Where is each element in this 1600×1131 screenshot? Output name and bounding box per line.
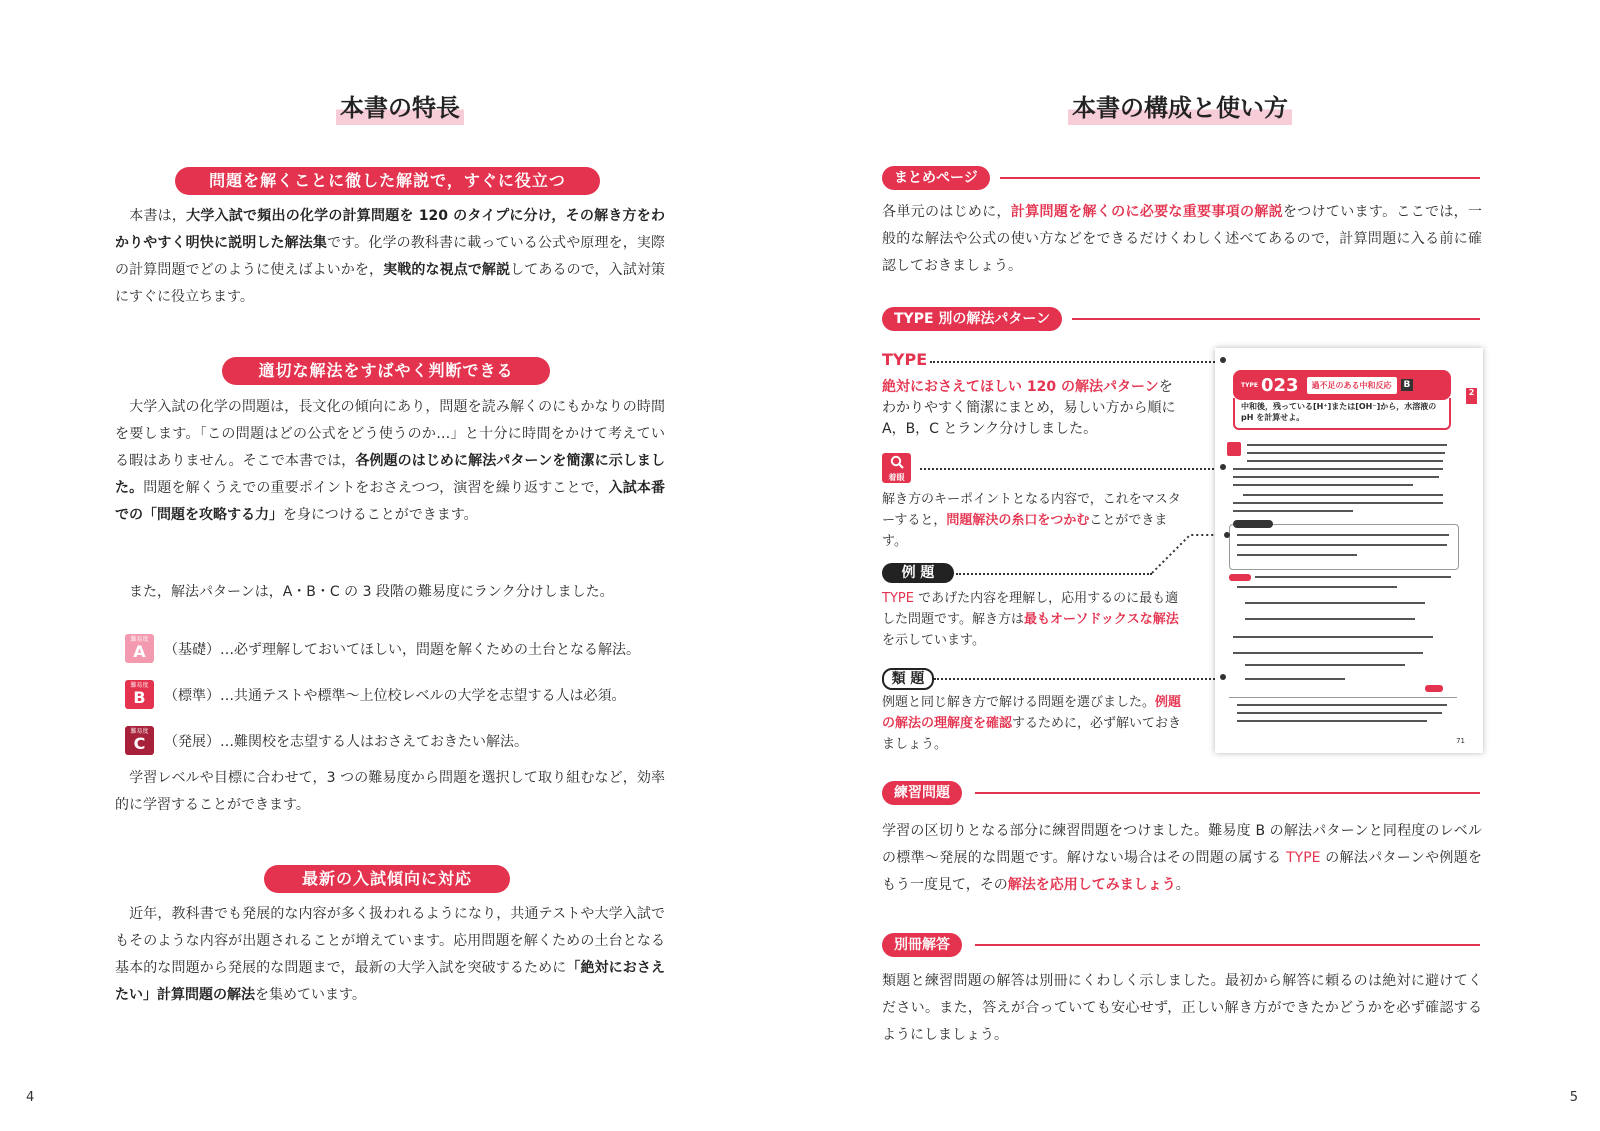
text-run: 解法を応用してみましょう <box>1007 877 1176 893</box>
text-run: 「絶対におさえたい」計算問題の解法 <box>115 960 666 1003</box>
practice-text <box>882 818 1482 899</box>
rank-a-row <box>125 634 640 663</box>
summary-tag: まとめページ <box>882 166 990 190</box>
preview-similar-box <box>1229 697 1457 732</box>
rank-c-row <box>125 726 528 755</box>
text-run: 問題を解くうえでの重要ポイントをおさえつつ，演習を繰り返すことで， <box>143 480 609 496</box>
text-run: 各例題のはじめに解法パターンを簡潔に示しました。 <box>115 453 666 496</box>
text-run: 絶対におさえてほしい 120 の解法パターン <box>882 379 1159 395</box>
key-point-text <box>882 489 1182 552</box>
text-run: 問題解決の糸口をつかむ <box>946 513 1090 528</box>
text-run: 例題と同じ解き方で解ける問題を選びました。 <box>882 695 1156 710</box>
rank-b-text: （標準）…共通テストや標準～上位校レベルの大学を志望する人は必須。 <box>164 687 626 704</box>
similar-label: 類 題 <box>882 668 934 690</box>
practice-rule <box>975 792 1480 794</box>
example-label: 例 題 <box>882 563 954 583</box>
text-run: の解法パターンや例題をもう一度見て，その <box>882 850 1482 893</box>
left-page-title: 本書の特長 <box>0 88 800 125</box>
text-run: 本書は， <box>115 208 187 224</box>
text-run: 解き方のキーポイントとなる内容で，これをマスターすると， <box>882 492 1181 528</box>
example-leader-line <box>956 573 1152 575</box>
section-heading-2: 適切な解法をすばやく判断できる <box>222 357 550 385</box>
section-heading-3: 最新の入試傾向に対応 <box>264 865 510 893</box>
preview-example-box <box>1229 524 1459 570</box>
type-leader-line <box>930 361 1222 363</box>
text-run: ことができます。 <box>882 513 1168 549</box>
sample-page-preview <box>1215 348 1483 753</box>
rank-a-badge: 難易度 A <box>125 634 154 663</box>
text-run: 各単元のはじめに， <box>882 204 1011 220</box>
preview-chapter-tab: 2 <box>1466 388 1477 404</box>
text-run: TYPE <box>1286 850 1321 866</box>
rank-b-badge: 難易度 B <box>125 680 154 709</box>
text-run: 入試本番での「問題を攻略する力」 <box>115 480 666 523</box>
text-run: 実戦的な視点で解説 <box>383 262 511 278</box>
type-text <box>882 377 1182 440</box>
text-run: です。化学の教科書に載っている公式や原理を，実際の計算問題でどのように使えばよいかを， <box>115 235 666 278</box>
summary-text <box>882 199 1482 280</box>
text-run: 近年，教科書でも発展的な内容が多く扱われるようになり，共通テストや大学入試でもそのような内容が出題されることが増えています。応用問題を解くための土台となる基本的な問題から発展的な問題まで，最新の大学入試を突破するために <box>115 906 665 976</box>
page-number-right: 5 <box>1569 1090 1578 1105</box>
text-run: 学習の区切りとなる部分に練習問題をつけました。難易度 B の解法パターンと同程度のレベルの標準～発展的な問題です。解けない場合はその問題の属する <box>882 823 1482 866</box>
rank-b-row <box>125 680 625 709</box>
key-point-leader-line <box>920 468 1222 470</box>
text-run: してあるので，入試対策にすぐに役立ちます。 <box>115 262 665 305</box>
text-run: 類題と練習問題の解答は別冊にくわしく示しました。最初から解答に頼るのは絶対に避けてください。また，答えが合っていても安心せず，正しい解き方ができたかどうかを必ず確認するようにしましょう。 <box>882 973 1482 1043</box>
preview-type-header: TYPE 023 過不足のある中和反応 B <box>1233 370 1451 400</box>
page-number-left: 4 <box>26 1090 35 1105</box>
type-label: TYPE <box>882 350 928 369</box>
practice-tag: 練習問題 <box>882 781 962 805</box>
text-run: 最もオーソドックスな解法 <box>1023 612 1179 627</box>
search-icon <box>890 455 904 469</box>
preview-key-badge <box>1227 442 1241 456</box>
text-run: 大学入試で頻出の化学の計算問題を 120 のタイプに分け，その解き方をわかりやすく明快に説明した解法集 <box>115 208 665 251</box>
rank-c-text: （発展）…難関校を志望する人はおさえておきたい解法。 <box>164 733 528 750</box>
section-3-paragraph <box>115 901 665 1009</box>
type-section-tag: TYPE 別の解法パターン <box>882 307 1062 331</box>
text-run: をわかりやすく簡潔にまとめ，易しい方から順に A，B，C とランク分けしました。 <box>882 379 1176 437</box>
summary-rule <box>1000 177 1480 179</box>
right-page-title: 本書の構成と使い方 <box>800 88 1560 125</box>
text-run: であげた内容を理解し，応用するのに最も適した問題です。解き方は <box>882 591 1179 627</box>
text-run: を身につけることができます。 <box>283 507 478 523</box>
answers-text <box>882 968 1482 1049</box>
text-run: TYPE <box>882 591 914 606</box>
section-2-paragraph <box>115 394 665 529</box>
section-2-rank-intro <box>115 579 675 606</box>
key-point-badge: 着眼 <box>882 453 911 483</box>
text-run: また，解法パターンは，A・B・C の 3 段階の難易度にランク分けしました。 <box>115 584 614 600</box>
text-run: をつけています。ここでは，一般的な解法や公式の使い方などをできるだけくわしく述べてあるので，計算問題に入る前に確認しておきましょう。 <box>882 204 1483 274</box>
text-run: 計算問題を解くのに必要な重要事項の解説 <box>1010 204 1283 220</box>
section-2-after: 学習レベルや目標に合わせて，3 つの難易度から問題を選択して取り組むなど，効率的に学習することができます。 <box>115 770 665 813</box>
answers-tag: 別冊解答 <box>882 933 962 957</box>
text-run: 。 <box>1175 877 1190 893</box>
text-run: 大学入試の化学の問題は，長文化の傾向にあり，問題を読み解くのにもかなりの時間を要します。「この問題はどの公式をどう使うのか…」と十分に時間をかけて考えている暇はありません。そこで本書では， <box>115 399 665 469</box>
rank-c-badge: 難易度 C <box>125 726 154 755</box>
text-run: を集めています。 <box>255 987 366 1003</box>
text-run: を示しています。 <box>882 633 985 648</box>
text-run: 例題の解法の理解度を確認 <box>882 695 1182 731</box>
answers-rule <box>975 944 1480 946</box>
text-run: するために，必ず解いておきましょう。 <box>882 716 1182 752</box>
preview-subtitle: 中和後，残っている[H⁺]または[OH⁻]から，水溶液の pH を計算せよ。 <box>1233 398 1451 430</box>
section-1-paragraph <box>115 203 665 311</box>
similar-leader-line <box>934 678 1222 680</box>
example-text <box>882 588 1182 651</box>
type-section-rule <box>1072 318 1480 320</box>
similar-text <box>882 692 1182 755</box>
rank-a-text: （基礎）…必ず理解しておいてほしい，問題を解くための土台となる解法。 <box>164 641 640 658</box>
preview-page-number: 71 <box>1456 737 1465 745</box>
section-heading-1: 問題を解くことに徹した解説で，すぐに役立つ <box>175 167 600 195</box>
